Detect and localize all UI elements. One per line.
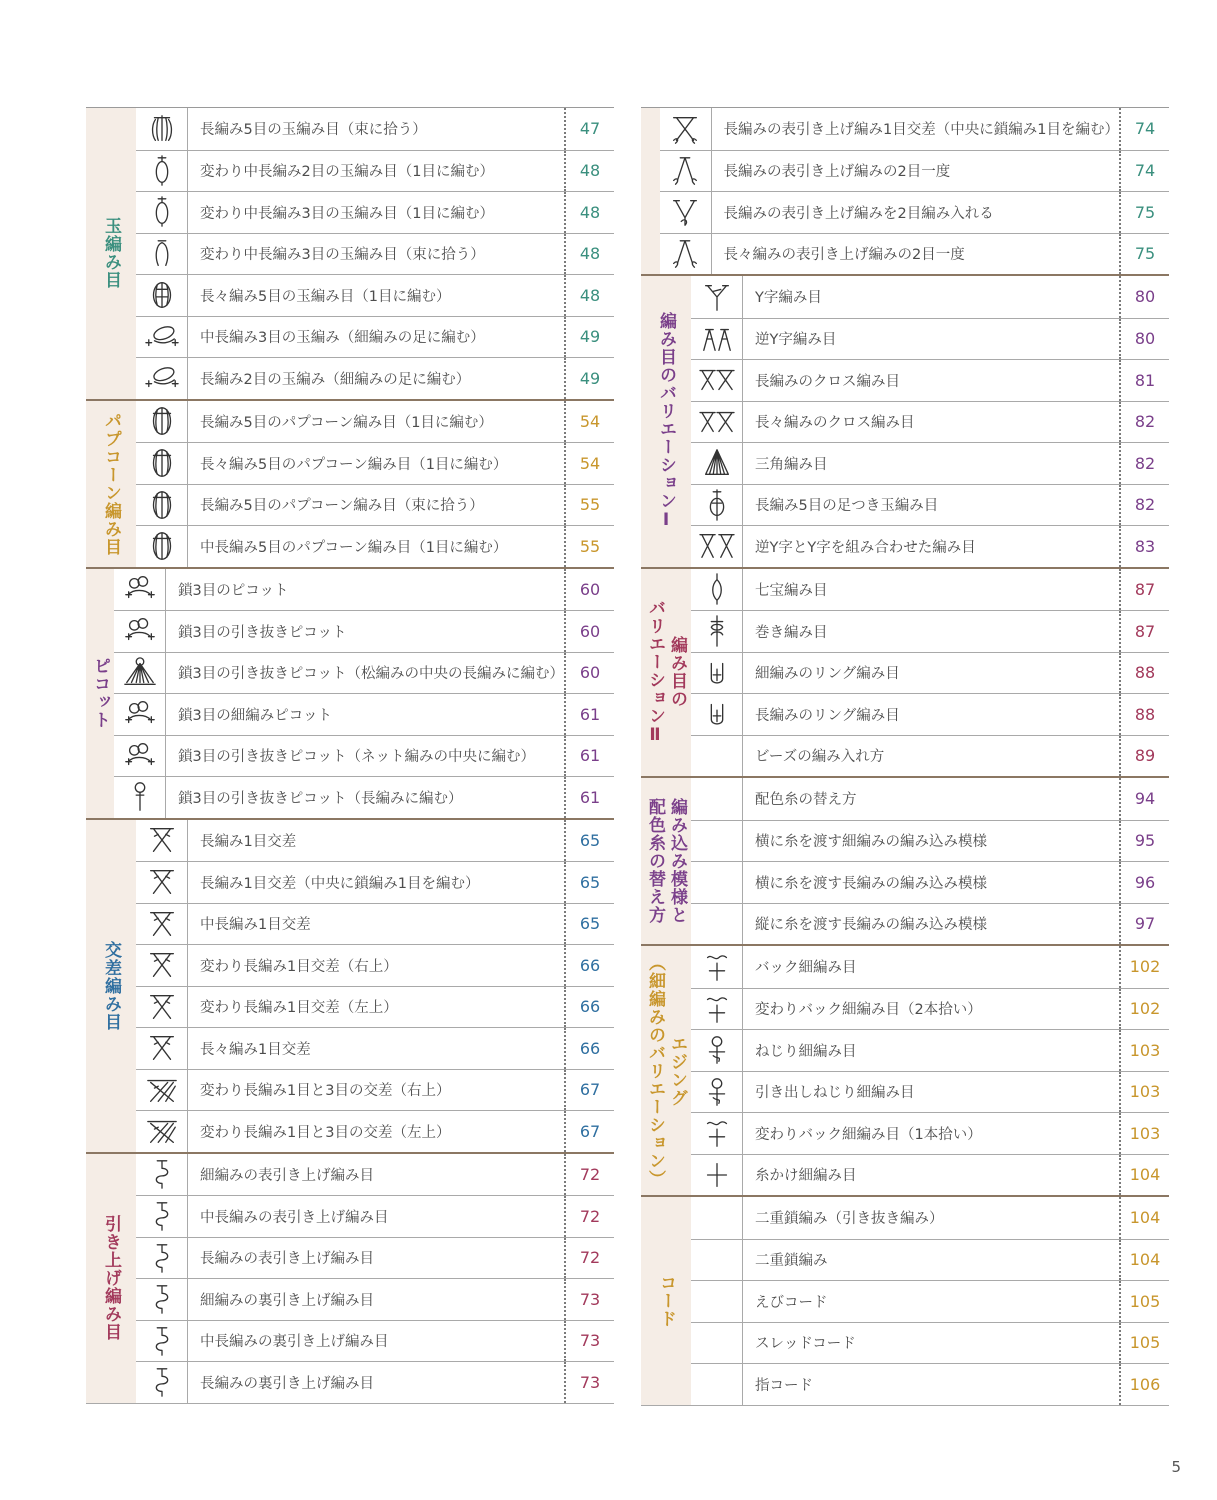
sc-icon: [691, 1155, 743, 1196]
entry-page-number: 82: [1134, 453, 1156, 473]
entry-title: 細編みの裏引き上げ編み目: [188, 1279, 566, 1320]
entry-title: 長編み5目の玉編み目（束に拾う）: [188, 108, 566, 150]
cross-stitch-icon: [691, 402, 743, 443]
entry-title: 長編み1目交差（中央に鎖編み1目を編む）: [188, 862, 566, 903]
toc-entry[interactable]: [136, 1110, 614, 1152]
toc-entry[interactable]: [691, 442, 1169, 484]
post-increase-icon: [660, 192, 712, 233]
toc-entry[interactable]: [691, 1029, 1169, 1071]
entry-page-number: 97: [1134, 914, 1156, 934]
entry-page-number: 80: [1134, 287, 1156, 307]
post-decrease-icon: [660, 151, 712, 192]
entry-title: 鎖3目のピコット: [166, 569, 566, 611]
entry-page-number: 55: [579, 536, 601, 556]
cross-icon: [136, 862, 188, 903]
post-stitch-icon: [136, 1321, 188, 1362]
entry-title: 二重鎖編み（引き抜き編み）: [743, 1197, 1121, 1239]
toc-entry[interactable]: [136, 316, 614, 358]
toc-entry[interactable]: [114, 776, 614, 818]
section-label: [641, 108, 660, 274]
entry-title: スレッドコード: [743, 1323, 1121, 1364]
entry-page-number: 67: [579, 1121, 601, 1141]
toc-entry[interactable]: [136, 1069, 614, 1111]
entry-title: ねじり細編み目: [743, 1030, 1121, 1071]
puff-5-icon: [136, 108, 188, 150]
entry-page-number: 61: [579, 704, 601, 724]
picot-icon: [114, 694, 166, 735]
toc-section: [641, 776, 1169, 944]
entry-title: 長編み2目の玉編み（細編みの足に編む）: [188, 358, 566, 399]
entry-title: ビーズの編み入れ方: [743, 736, 1121, 777]
side-bobble-icon: [136, 358, 188, 399]
section-label: [86, 569, 114, 818]
entry-page-number: 88: [1134, 663, 1156, 683]
entry-title: 三角編み目: [743, 443, 1121, 484]
symbol-cell: [691, 1323, 743, 1364]
entry-page-number: 54: [579, 453, 601, 473]
entry-page-number: 72: [579, 1206, 601, 1226]
entry-title: 長々編み1目交差: [188, 1028, 566, 1069]
entry-page-number: 103: [1129, 1040, 1161, 1060]
entry-page-number: 72: [579, 1164, 601, 1184]
toc-entry[interactable]: [691, 652, 1169, 694]
entry-title: えびコード: [743, 1281, 1121, 1322]
symbol-cell: [691, 778, 743, 820]
loop-stitch-icon: [691, 694, 743, 735]
entry-page-number: 73: [579, 1372, 601, 1392]
toc-entry[interactable]: [691, 778, 1169, 820]
toc-entry[interactable]: [136, 525, 614, 567]
entry-title: 変わり中長編み2目の玉編み目（1目に編む）: [188, 151, 566, 192]
toc-entry[interactable]: [136, 274, 614, 316]
reverse-sc-icon: [691, 1113, 743, 1154]
post-stitch-icon: [136, 1238, 188, 1279]
entry-title: 細編みのリング編み目: [743, 653, 1121, 694]
toc-section: [641, 944, 1169, 1195]
toc-entry[interactable]: [136, 986, 614, 1028]
toc-entry[interactable]: [136, 903, 614, 945]
entry-title: 変わり長編み1目交差（右上）: [188, 945, 566, 986]
toc-section: [86, 399, 614, 567]
entry-title: 鎖3目の引き抜きピコット（長編みに編む）: [166, 777, 566, 818]
entry-title: 中長編みの表引き上げ編み目: [188, 1196, 566, 1237]
section-title: 編み目の: [667, 636, 687, 709]
entry-page-number: 49: [579, 327, 601, 347]
entry-page-number: 87: [1134, 621, 1156, 641]
entry-title: 長編みのクロス編み目: [743, 360, 1121, 401]
entry-title: 長編み5目の足つき玉編み目: [743, 485, 1121, 526]
toc-entry[interactable]: [691, 318, 1169, 360]
toc-entry[interactable]: [691, 903, 1169, 945]
toc-entry[interactable]: [691, 1322, 1169, 1364]
combined-y-icon: [691, 526, 743, 567]
section-title: 編み込み模様と: [667, 798, 687, 924]
entry-page-number: 104: [1129, 1165, 1161, 1185]
section-title: 配色糸の替え方: [645, 798, 665, 924]
toc-entry[interactable]: [691, 525, 1169, 567]
entry-title: 変わりバック細編み目（2本拾い）: [743, 989, 1121, 1030]
entry-page-number: 74: [1134, 119, 1156, 139]
post-stitch-icon: [136, 1154, 188, 1196]
section-title: （細編みのバリエーション）: [645, 953, 665, 1188]
section-title: 引き上げ編み目: [101, 1215, 121, 1341]
entry-title: 長編み1目交差: [188, 820, 566, 862]
entry-page-number: 73: [579, 1331, 601, 1351]
toc-entry[interactable]: [691, 359, 1169, 401]
entry-page-number: 66: [579, 955, 601, 975]
toc-entry[interactable]: [136, 1361, 614, 1403]
entry-page-number: 47: [579, 119, 601, 139]
toc-entry[interactable]: [136, 1237, 614, 1279]
reverse-sc-icon: [691, 989, 743, 1030]
toc-entry[interactable]: [660, 233, 1169, 275]
toc-entry[interactable]: [136, 1278, 614, 1320]
toc-entry[interactable]: [136, 108, 614, 150]
toc-entry[interactable]: [691, 693, 1169, 735]
entry-page-number: 95: [1134, 831, 1156, 851]
section-title: エジング: [667, 1034, 687, 1107]
post-stitch-icon: [136, 1362, 188, 1403]
entry-page-number: 82: [1134, 495, 1156, 515]
entry-page-number: 89: [1134, 746, 1156, 766]
toc-entry[interactable]: [114, 610, 614, 652]
toc-entry[interactable]: [691, 988, 1169, 1030]
section-title: 玉編み目: [101, 217, 121, 290]
entry-page-number: 74: [1134, 161, 1156, 181]
entry-page-number: 49: [579, 368, 601, 388]
entry-page-number: 104: [1129, 1208, 1161, 1228]
entry-page-number: 75: [1134, 202, 1156, 222]
toc-entry[interactable]: [136, 1154, 614, 1196]
popcorn-icon: [136, 401, 188, 443]
symbol-cell: [691, 862, 743, 903]
entry-title: 長編みの表引き上げ編みを2目編み入れる: [712, 192, 1121, 233]
entry-title: 鎖3目の引き抜きピコット: [166, 611, 566, 652]
toc-entry[interactable]: [691, 946, 1169, 988]
entry-title: 変わり中長編み3目の玉編み目（束に拾う）: [188, 234, 566, 275]
twisted-sc-icon: [691, 1030, 743, 1071]
entry-page-number: 61: [579, 787, 601, 807]
toc-entry[interactable]: [691, 861, 1169, 903]
toc-entry[interactable]: [691, 1112, 1169, 1154]
entry-title: 横に糸を渡す長編みの編み込み模様: [743, 862, 1121, 903]
entry-page-number: 55: [579, 495, 601, 515]
entry-title: 長編みの表引き上げ編み目: [188, 1238, 566, 1279]
section-label: [86, 1154, 136, 1403]
symbol-cell: [691, 1197, 743, 1239]
entry-title: 長々編みの表引き上げ編みの2目一度: [712, 234, 1121, 275]
toc-entry[interactable]: [136, 861, 614, 903]
entry-page-number: 48: [579, 244, 601, 264]
toc-entry[interactable]: [136, 1320, 614, 1362]
toc-entry[interactable]: [691, 276, 1169, 318]
puff-oval-icon: [136, 151, 188, 192]
y-stitch-icon: [691, 276, 743, 318]
entry-page-number: 48: [579, 285, 601, 305]
toc-section: [86, 818, 614, 1152]
popcorn-icon: [136, 443, 188, 484]
entry-title: 変わり長編み1目交差（左上）: [188, 987, 566, 1028]
toc-entry[interactable]: [114, 735, 614, 777]
entry-title: 中長編み1目交差: [188, 904, 566, 945]
entry-title: 中長編み3目の玉編み（細編みの足に編む）: [188, 317, 566, 358]
symbol-cell: [691, 1281, 743, 1322]
toc-entry[interactable]: [691, 1197, 1169, 1239]
entry-title: 中長編みの裏引き上げ編み目: [188, 1321, 566, 1362]
cross-icon: [136, 945, 188, 986]
inverted-y-icon: [691, 319, 743, 360]
toc-section: [86, 107, 614, 399]
loop-stitch-icon: [691, 653, 743, 694]
toc-entry[interactable]: [691, 820, 1169, 862]
entry-page-number: 88: [1134, 704, 1156, 724]
section-title: ピコット: [90, 657, 111, 729]
entry-page-number: 94: [1134, 789, 1156, 809]
entry-page-number: 65: [579, 914, 601, 934]
toc-entry[interactable]: [114, 569, 614, 611]
section-label: [641, 1197, 691, 1405]
page-number: 5: [1171, 1458, 1181, 1476]
toc-entry[interactable]: [691, 735, 1169, 777]
bullion-icon: [691, 611, 743, 652]
toc-entry[interactable]: [691, 401, 1169, 443]
entry-page-number: 83: [1134, 536, 1156, 556]
toc-entry[interactable]: [691, 1363, 1169, 1405]
cross-icon: [136, 1028, 188, 1069]
entry-page-number: 105: [1129, 1333, 1161, 1353]
entry-page-number: 103: [1129, 1082, 1161, 1102]
entry-page-number: 103: [1129, 1123, 1161, 1143]
popcorn-icon: [136, 485, 188, 526]
column-bottom-rule: [86, 1403, 614, 1404]
entry-page-number: 66: [579, 997, 601, 1017]
entry-page-number: 48: [579, 202, 601, 222]
entry-title: 逆Y字とY字を組み合わせた編み目: [743, 526, 1121, 567]
entry-page-number: 82: [1134, 412, 1156, 432]
footed-bobble-icon: [691, 485, 743, 526]
entry-page-number: 104: [1129, 1250, 1161, 1270]
entry-page-number: 67: [579, 1080, 601, 1100]
toc-entry[interactable]: [691, 484, 1169, 526]
toc-entry[interactable]: [691, 1071, 1169, 1113]
entry-title: バック細編み目: [743, 946, 1121, 988]
entry-page-number: 72: [579, 1248, 601, 1268]
toc-entry[interactable]: [691, 1239, 1169, 1281]
reverse-sc-icon: [691, 946, 743, 988]
entry-title: 長々編み5目のパプコーン編み目（1目に編む）: [188, 443, 566, 484]
entry-title: 長編みの表引き上げ編みの2目一度: [712, 151, 1121, 192]
entry-title: 変わり中長編み3目の玉編み目（1目に編む）: [188, 192, 566, 233]
toc-left-column: [86, 107, 614, 1404]
multi-cross-icon: [136, 1111, 188, 1152]
toc-entry[interactable]: [136, 1195, 614, 1237]
symbol-cell: [691, 1364, 743, 1405]
entry-page-number: 60: [579, 579, 601, 599]
toc-entry[interactable]: [136, 401, 614, 443]
toc-entry[interactable]: [691, 569, 1169, 611]
picot-stem-icon: [114, 777, 166, 818]
section-title: パプコーン編み目: [101, 411, 121, 556]
toc-section: [641, 107, 1169, 274]
entry-page-number: 60: [579, 621, 601, 641]
toc-entry[interactable]: [660, 150, 1169, 192]
toc-right-column: [641, 107, 1169, 1406]
entry-title: 糸かけ細編み目: [743, 1155, 1121, 1196]
section-label: [86, 401, 136, 567]
toc-entry[interactable]: [660, 191, 1169, 233]
entry-title: 長々編み5目の玉編み目（1目に編む）: [188, 275, 566, 316]
entry-title: Y字編み目: [743, 276, 1121, 318]
entry-title: 鎖3目の引き抜きピコット（松編みの中央の長編みに編む）: [166, 653, 566, 694]
entry-page-number: 48: [579, 161, 601, 181]
entry-title: 中長編み5目のパプコーン編み目（1目に編む）: [188, 526, 566, 567]
entry-title: 鎖3目の細編みピコット: [166, 694, 566, 735]
picot-icon: [114, 736, 166, 777]
entry-page-number: 73: [579, 1289, 601, 1309]
lovers-knot-icon: [691, 569, 743, 611]
entry-title: 長編みの表引き上げ編み1目交差（中央に鎖編み1目を編む）: [712, 108, 1121, 150]
section-title: 交差編み目: [101, 940, 121, 1031]
entry-title: 引き出しねじり細編み目: [743, 1072, 1121, 1113]
toc-entry[interactable]: [114, 652, 614, 694]
entry-title: 変わりバック細編み目（1本拾い）: [743, 1113, 1121, 1154]
entry-title: 巻き編み目: [743, 611, 1121, 652]
entry-title: 指コード: [743, 1364, 1121, 1405]
side-bobble-icon: [136, 317, 188, 358]
section-title: バリエーションⅡ: [645, 598, 665, 746]
toc-entry[interactable]: [136, 357, 614, 399]
entry-title: 鎖3目の引き抜きピコット（ネット編みの中央に編む）: [166, 736, 566, 777]
popcorn-icon: [136, 526, 188, 567]
toc-entry[interactable]: [136, 1027, 614, 1069]
symbol-cell: [691, 736, 743, 777]
entry-title: 変わり長編み1目と3目の交差（左上）: [188, 1111, 566, 1152]
toc-section: [641, 274, 1169, 567]
entry-title: 縦に糸を渡す長編みの編み込み模様: [743, 904, 1121, 945]
entry-title: 二重鎖編み: [743, 1240, 1121, 1281]
entry-page-number: 102: [1129, 999, 1161, 1019]
section-label: [641, 946, 691, 1195]
toc-entry[interactable]: [691, 610, 1169, 652]
cross-icon: [136, 820, 188, 862]
toc-entry[interactable]: [136, 944, 614, 986]
picot-icon: [114, 569, 166, 611]
section-label: [86, 820, 136, 1152]
section-title: 編み目のバリエーションⅠ: [656, 311, 676, 531]
section-label: [641, 778, 691, 944]
entry-title: 長編み5目のパプコーン編み目（束に拾う）: [188, 485, 566, 526]
entry-page-number: 65: [579, 872, 601, 892]
entry-title: 長編み5目のパプコーン編み目（1目に編む）: [188, 401, 566, 443]
entry-page-number: 87: [1134, 579, 1156, 599]
toc-section: [86, 567, 614, 818]
toc-entry[interactable]: [114, 693, 614, 735]
entry-title: 変わり長編み1目と3目の交差（右上）: [188, 1070, 566, 1111]
toc-entry[interactable]: [660, 108, 1169, 150]
section-label: [641, 569, 691, 777]
entry-title: 横に糸を渡す細編みの編み込み模様: [743, 821, 1121, 862]
toc-entry[interactable]: [136, 233, 614, 275]
post-decrease-icon: [660, 234, 712, 275]
entry-page-number: 54: [579, 411, 601, 431]
entry-title: 長々編みのクロス編み目: [743, 402, 1121, 443]
puff-oval-icon: [136, 192, 188, 233]
entry-page-number: 75: [1134, 244, 1156, 264]
entry-page-number: 96: [1134, 872, 1156, 892]
section-title: コード: [656, 1273, 676, 1328]
toc-entry[interactable]: [691, 1154, 1169, 1196]
symbol-cell: [691, 1240, 743, 1281]
triangle-stitch-icon: [691, 443, 743, 484]
toc-entry[interactable]: [136, 442, 614, 484]
toc-entry[interactable]: [136, 820, 614, 862]
entry-page-number: 65: [579, 830, 601, 850]
cross-icon: [136, 987, 188, 1028]
entry-title: 長編みの裏引き上げ編み目: [188, 1362, 566, 1403]
section-label: [641, 276, 691, 567]
twisted-sc-icon: [691, 1072, 743, 1113]
entry-title: 長編みのリング編み目: [743, 694, 1121, 735]
post-stitch-icon: [136, 1279, 188, 1320]
toc-entry[interactable]: [136, 484, 614, 526]
post-cross-icon: [660, 108, 712, 150]
entry-title: 七宝編み目: [743, 569, 1121, 611]
entry-title: 逆Y字編み目: [743, 319, 1121, 360]
cross-stitch-icon: [691, 360, 743, 401]
multi-cross-icon: [136, 1070, 188, 1111]
entry-page-number: 80: [1134, 329, 1156, 349]
entry-page-number: 106: [1129, 1374, 1161, 1394]
section-label: [86, 108, 136, 399]
toc-entry[interactable]: [136, 191, 614, 233]
column-bottom-rule: [641, 1405, 1169, 1406]
entry-page-number: 66: [579, 1038, 601, 1058]
entry-title: 配色糸の替え方: [743, 778, 1121, 820]
entry-page-number: 60: [579, 663, 601, 683]
puff-open-icon: [136, 234, 188, 275]
toc-section: [641, 1195, 1169, 1405]
entry-title: 細編みの表引き上げ編み目: [188, 1154, 566, 1196]
picot-icon: [114, 611, 166, 652]
entry-page-number: 81: [1134, 370, 1156, 390]
entry-page-number: 102: [1129, 957, 1161, 977]
entry-page-number: 61: [579, 746, 601, 766]
toc-section: [86, 1152, 614, 1403]
symbol-cell: [691, 904, 743, 945]
post-stitch-icon: [136, 1196, 188, 1237]
toc-section: [641, 567, 1169, 777]
toc-entry[interactable]: [691, 1280, 1169, 1322]
cross-icon: [136, 904, 188, 945]
bobble-icon: [136, 275, 188, 316]
fan-picot-icon: [114, 653, 166, 694]
entry-page-number: 105: [1129, 1291, 1161, 1311]
toc-entry[interactable]: [136, 150, 614, 192]
symbol-cell: [691, 821, 743, 862]
